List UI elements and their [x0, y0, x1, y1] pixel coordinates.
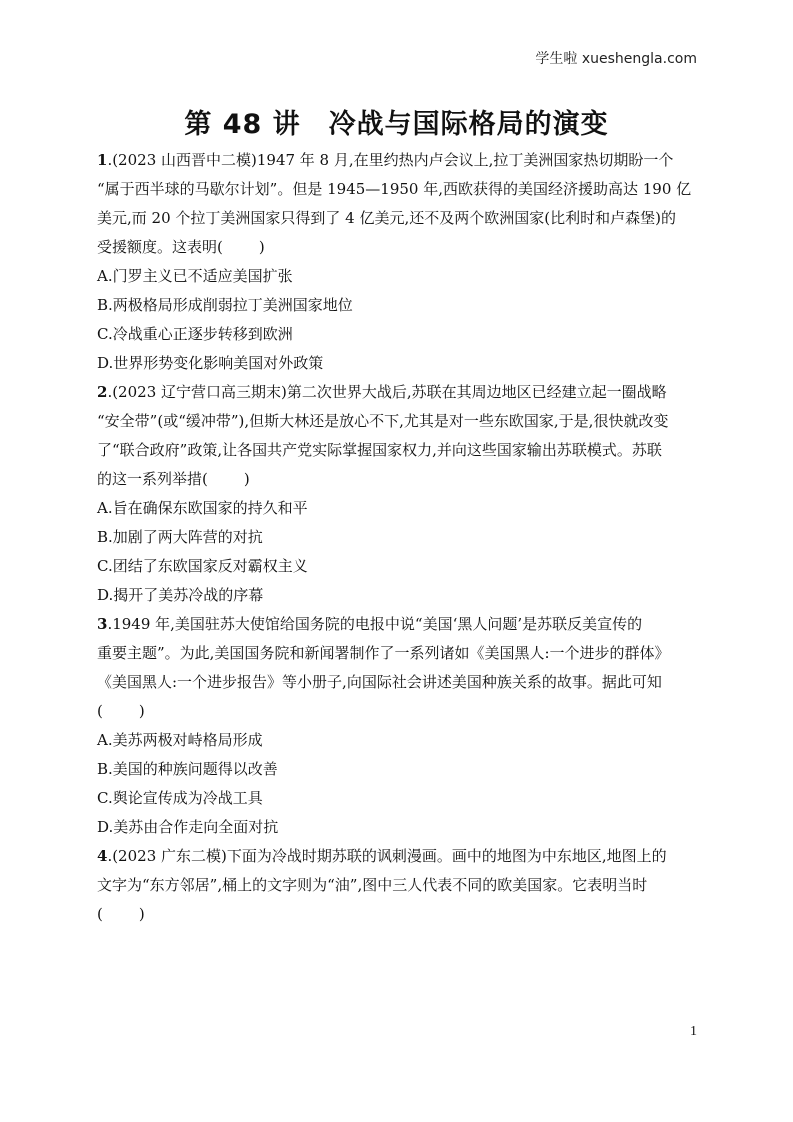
question-list	[97, 146, 697, 929]
question-text: 《美国黑人:一个进步报告》等小册子,向国际社会讲述美国种族关系的故事。据此可知	[97, 673, 662, 691]
question-line	[97, 842, 697, 871]
question-line	[97, 697, 697, 726]
page-number: 1	[690, 1024, 697, 1039]
question-number: 4	[97, 847, 108, 865]
question-text: (	[97, 905, 103, 923]
question-text: (	[97, 702, 103, 720]
question-number: 1	[97, 151, 108, 169]
answer-paren-close: )	[243, 470, 250, 488]
question-number: 2	[97, 383, 108, 401]
question-2	[97, 378, 697, 610]
question-text: .(2023 广东二模)下面为冷战时期苏联的讽刺漫画。画中的地图为中东地区,地图上的	[107, 847, 667, 865]
question-text: 文字为“东方邻居”,桶上的文字则为“油”,图中三人代表不同的欧美国家。它表明当时	[97, 876, 648, 894]
answer-paren-close: )	[138, 905, 145, 923]
question-line	[97, 204, 697, 233]
question-text: 了“联合政府”政策,让各国共产党实际掌握国家权力,并向这些国家输出苏联模式。苏联	[97, 441, 662, 459]
question-line	[97, 610, 697, 639]
answer-option: C.冷战重心正逐步转移到欧洲	[97, 325, 293, 343]
answer-option: A.旨在确保东欧国家的持久和平	[97, 499, 308, 517]
question-text: 受援额度。这表明(	[97, 238, 223, 256]
answer-option: D.美苏由合作走向全面对抗	[97, 818, 279, 836]
question-text: 重要主题”。为此,美国国务院和新闻署制作了一系列诸如《美国黑人:一个进步的群体》	[97, 644, 670, 662]
question-4	[97, 842, 697, 929]
page-title: 第 48 讲 冷战与国际格局的演变	[184, 109, 609, 140]
question-line	[97, 378, 697, 407]
answer-option: D.揭开了美苏冷战的序幕	[97, 586, 264, 604]
question-text: .(2023 辽宁营口高三期末)第二次世界大战后,苏联在其周边地区已经建立起一圈战略	[107, 383, 667, 401]
question-number: 3	[97, 615, 108, 633]
question-line	[97, 900, 697, 929]
question-line	[97, 146, 697, 175]
question-line	[97, 233, 697, 262]
question-text: .1949 年,美国驻苏大使馆给国务院的电报中说“美国‘黑人问题’是苏联反美宣传的	[107, 615, 643, 633]
answer-option: C.团结了东欧国家反对霸权主义	[97, 557, 308, 575]
question-line	[97, 639, 697, 668]
question-1	[97, 146, 697, 378]
question-3	[97, 610, 697, 842]
answer-option: A.门罗主义已不适应美国扩张	[97, 267, 293, 285]
answer-option: D.世界形势变化影响美国对外政策	[97, 354, 324, 372]
site-header: 学生啦 xueshengla.com	[535, 51, 697, 67]
answer-option: B.两极格局形成削弱拉丁美洲国家地位	[97, 296, 353, 314]
answer-paren-close: )	[138, 702, 145, 720]
question-text: “属于西半球的马歇尔计划”。但是 1945—1950 年,西欧获得的美国经济援助高达 190 亿	[97, 180, 692, 198]
question-text: 的这一系列举措(	[97, 470, 208, 488]
question-line	[97, 407, 697, 436]
question-line	[97, 668, 697, 697]
question-text: .(2023 山西晋中二模)1947 年 8 月,在里约热内卢会议上,拉丁美洲国家热切期盼一个	[107, 151, 674, 169]
answer-option: A.美苏两极对峙格局形成	[97, 731, 263, 749]
question-line	[97, 436, 697, 465]
question-text: 美元,而 20 个拉丁美洲国家只得到了 4 亿美元,还不及两个欧洲国家(比利时和卢森堡)的	[97, 209, 676, 227]
question-text: “安全带”(或“缓冲带”),但斯大林还是放心不下,尤其是对一些东欧国家,于是,很快就改变	[97, 412, 669, 430]
answer-paren-close: )	[258, 238, 265, 256]
question-line	[97, 175, 697, 204]
answer-option: B.美国的种族问题得以改善	[97, 760, 278, 778]
question-line	[97, 465, 697, 494]
question-line	[97, 871, 697, 900]
answer-option: B.加剧了两大阵营的对抗	[97, 528, 263, 546]
answer-option: C.舆论宣传成为冷战工具	[97, 789, 263, 807]
